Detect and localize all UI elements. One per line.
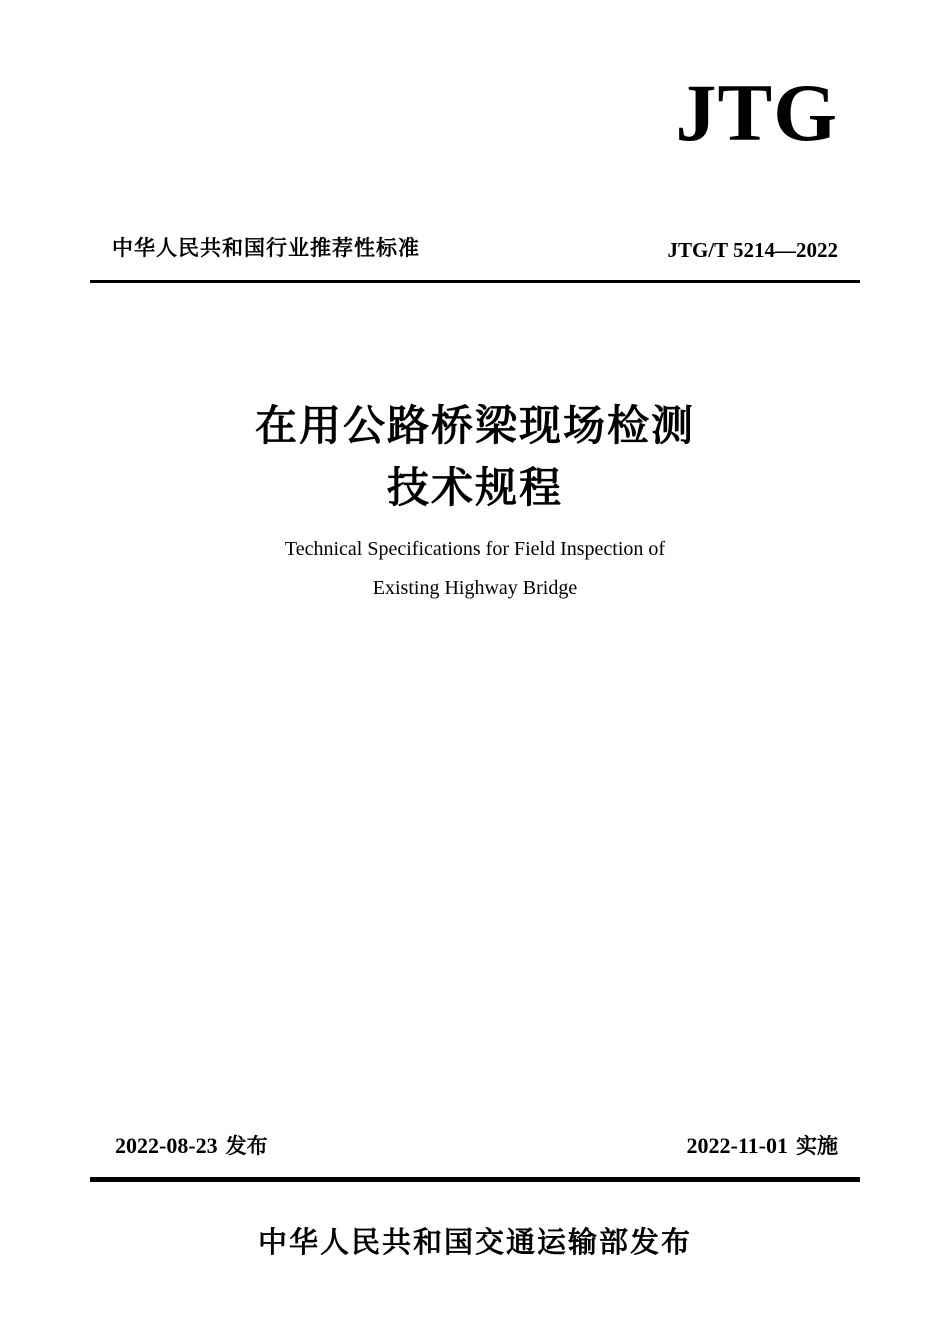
jtg-logo: JTG bbox=[675, 67, 838, 158]
document-title-line-1: 在用公路桥梁现场检测 bbox=[254, 401, 695, 450]
standard-category: 中华人民共和国行业推荐性标准 bbox=[112, 236, 420, 260]
document-title-line-2: 技术规程 bbox=[386, 463, 563, 512]
publisher: 中华人民共和国交通运输部发布 bbox=[257, 1225, 692, 1259]
header-divider bbox=[90, 280, 860, 283]
english-title-line-1: Technical Specifications for Field Inspection of bbox=[284, 538, 666, 560]
english-title-line-2: Existing Highway Bridge bbox=[372, 577, 578, 599]
effective-label: 实施 bbox=[796, 1134, 838, 1158]
effective-date: 2022-11-01 bbox=[686, 1133, 788, 1158]
publish-date-block bbox=[115, 1130, 268, 1160]
footer-divider bbox=[90, 1177, 860, 1182]
standard-code: JTG/T 5214—2022 bbox=[667, 238, 838, 262]
effective-date-block bbox=[687, 1130, 838, 1160]
publish-label: 发布 bbox=[225, 1134, 268, 1158]
publish-date: 2022-08-23 bbox=[115, 1133, 218, 1158]
